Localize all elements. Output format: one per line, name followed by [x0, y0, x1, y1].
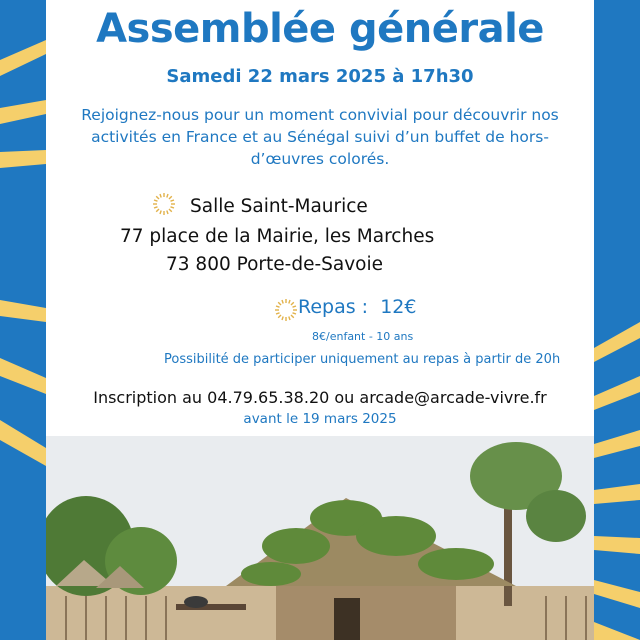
- intro-line: Rejoignez-nous pour un moment convivial pour découvrir nos: [81, 106, 559, 124]
- meal-label: Repas :: [298, 296, 369, 318]
- meal-option: Possibilité de participer uniquement au repas à partir de 20h: [164, 352, 561, 367]
- sun-icon: [152, 192, 176, 216]
- venue-name: Salle Saint-Maurice: [190, 196, 368, 217]
- sun-icon: [274, 298, 298, 322]
- registration-line: Inscription au 04.79.65.38.20 ou arcade@arcade-vivre.fr: [93, 388, 547, 407]
- intro-line: activités en France et au Sénégal suivi d’un buffet de hors-: [91, 128, 549, 146]
- flyer-card: [46, 0, 594, 640]
- village-photo: [46, 436, 594, 640]
- venue-city: 73 800 Porte-de-Savoie: [166, 254, 384, 275]
- child-price: 8€/enfant - 10 ans: [312, 330, 414, 343]
- meal-price-value: 12€: [380, 296, 417, 318]
- page-title: Assemblée générale: [96, 6, 544, 52]
- intro-text: [56, 104, 584, 170]
- intro-line: d’œuvres colorés.: [250, 150, 390, 168]
- registration-deadline: avant le 19 mars 2025: [243, 411, 397, 427]
- meal-price: [298, 296, 416, 318]
- venue-street: 77 place de la Mairie, les Marches: [120, 226, 435, 247]
- event-date: Samedi 22 mars 2025 à 17h30: [166, 66, 474, 87]
